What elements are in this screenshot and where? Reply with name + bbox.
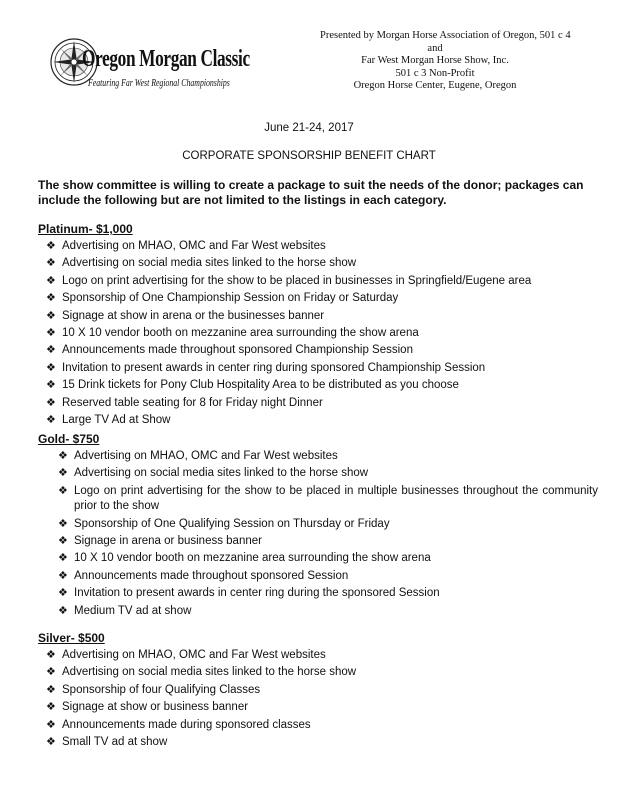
list-item: ❖ Signage in arena or business banner	[38, 534, 598, 550]
diamond-bullet-icon: ❖	[46, 361, 56, 374]
diamond-bullet-icon: ❖	[46, 240, 56, 252]
list-item: ❖ Advertising on social media sites linked to the horse show	[38, 256, 598, 272]
intro-paragraph: The show committee is willing to create a package to suit the needs of the donor; packages can include the following but are not limited to the listings in each category.	[38, 178, 584, 207]
diamond-bullet-icon: ❖	[46, 683, 56, 696]
list-item: ❖ Announcements made throughout sponsored Session	[38, 569, 598, 585]
list-item: ❖ Advertising on MHAO, OMC and Far West websites	[38, 449, 598, 465]
list-item: ❖ Invitation to present awards in center ring during the sponsored Session	[38, 586, 598, 602]
diamond-bullet-icon: ❖	[46, 735, 56, 748]
diamond-bullet-icon: ❖	[46, 274, 56, 287]
oregon-morgan-classic-logo	[48, 36, 248, 106]
diamond-bullet-icon: ❖	[46, 292, 56, 305]
diamond-bullet-icon: ❖	[58, 569, 68, 582]
list-item: ❖ Advertising on MHAO, OMC and Far West websites	[38, 239, 598, 255]
diamond-bullet-icon: ❖	[58, 587, 68, 600]
diamond-bullet-icon: ❖	[46, 666, 56, 679]
benefit-list	[38, 648, 598, 750]
list-item: ❖ Small TV ad at show	[38, 735, 598, 751]
diamond-bullet-icon: ❖	[58, 467, 68, 480]
list-item: ❖ 15 Drink tickets for Pony Club Hospitality Area to be distributed as you choose	[38, 378, 598, 394]
letterhead	[0, 0, 618, 110]
diamond-bullet-icon: ❖	[46, 649, 56, 661]
list-item: ❖ Announcements made during sponsored classes	[38, 718, 598, 734]
logo-title: Oregon Morgan Classic	[82, 46, 250, 72]
diamond-bullet-icon: ❖	[46, 413, 56, 426]
diamond-bullet-icon: ❖	[58, 552, 68, 565]
diamond-bullet-icon: ❖	[46, 257, 56, 270]
diamond-bullet-icon: ❖	[46, 379, 56, 392]
platinum-tier	[38, 222, 598, 430]
list-item: ❖ Announcements made throughout sponsored Championship Session	[38, 343, 598, 359]
diamond-bullet-icon: ❖	[46, 701, 56, 714]
tier-heading: Gold- $750	[38, 432, 100, 446]
list-item: ❖ Large TV Ad at Show	[38, 413, 598, 429]
document-title: CORPORATE SPONSORSHIP BENEFIT CHART	[182, 150, 436, 162]
presenter-line: Presented by Morgan Horse Association of Oregon, 501 c 4	[320, 30, 571, 41]
benefit-list	[38, 239, 598, 428]
diamond-bullet-icon: ❖	[46, 718, 56, 731]
diamond-bullet-icon: ❖	[46, 309, 56, 322]
list-item: ❖ Medium TV ad at show	[38, 604, 598, 620]
silver-tier	[38, 631, 598, 752]
list-item: ❖ Signage at show or business banner	[38, 700, 598, 716]
diamond-bullet-icon: ❖	[58, 604, 68, 617]
list-item: ❖ Signage at show in arena or the businesses banner	[38, 309, 598, 325]
logo-subtitle: Featuring Far West Regional Championships	[88, 78, 230, 89]
list-item: ❖ Sponsorship of four Qualifying Classes	[38, 683, 598, 699]
list-item: ❖ 10 X 10 vendor booth on mezzanine area surrounding the show arena	[38, 551, 598, 567]
presenter-line: Far West Morgan Horse Show, Inc.	[361, 55, 509, 66]
presenter-block	[320, 30, 571, 93]
list-item: ❖ Logo on print advertising for the show to be placed in businesses in Springfield/Eugene area	[38, 274, 598, 290]
diamond-bullet-icon: ❖	[46, 326, 56, 339]
diamond-bullet-icon: ❖	[58, 535, 68, 548]
tier-heading: Silver- $500	[38, 631, 105, 645]
list-item: ❖ Sponsorship of One Qualifying Session on Thursday or Friday	[38, 517, 598, 533]
presenter-line: Oregon Horse Center, Eugene, Oregon	[353, 80, 517, 91]
list-item: ❖ Advertising on social media sites linked to the horse show	[38, 665, 598, 681]
list-item: ❖ 10 X 10 vendor booth on mezzanine area surrounding the show arena	[38, 326, 598, 342]
gold-tier	[38, 432, 598, 621]
event-date: June 21-24, 2017	[264, 122, 354, 134]
list-item: ❖ Logo on print advertising for the show to be placed in multiple businesses throughout the community prior to the show	[58, 484, 598, 513]
diamond-bullet-icon: ❖	[58, 484, 68, 497]
list-item: ❖ Invitation to present awards in center ring during sponsored Championship Session	[38, 361, 598, 377]
benefit-list	[38, 449, 598, 619]
diamond-bullet-icon: ❖	[58, 517, 68, 530]
list-item: ❖ Advertising on MHAO, OMC and Far West websites	[38, 648, 598, 664]
list-item: ❖ Reserved table seating for 8 for Friday night Dinner	[38, 396, 598, 412]
diamond-bullet-icon: ❖	[46, 396, 56, 409]
list-item: ❖ Advertising on social media sites linked to the horse show	[38, 466, 598, 482]
tier-heading: Platinum- $1,000	[38, 222, 133, 236]
list-item: ❖ Sponsorship of One Championship Session on Friday or Saturday	[38, 291, 598, 307]
presenter-line: and	[427, 42, 443, 54]
diamond-bullet-icon: ❖	[58, 450, 68, 462]
presenter-line: 501 c 3 Non-Profit	[395, 67, 475, 79]
diamond-bullet-icon: ❖	[46, 344, 56, 357]
